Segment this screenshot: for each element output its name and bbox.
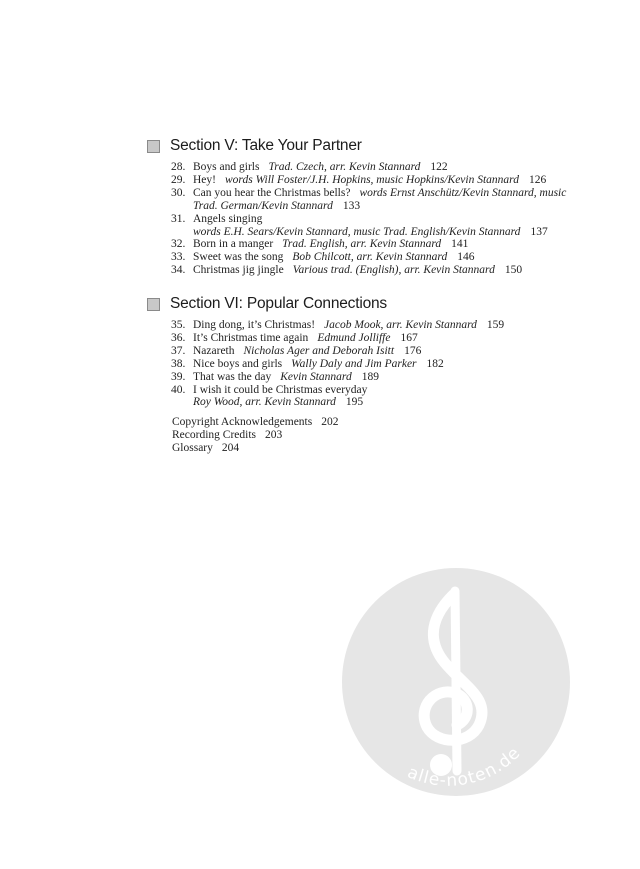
entry-credit: Bob Chilcott, arr. Kevin Stannard — [292, 251, 448, 264]
toc-entry[interactable] — [150, 358, 590, 371]
section-vi — [150, 295, 590, 409]
toc-entry[interactable] — [150, 251, 590, 264]
entry-credit: Kevin Stannard — [280, 370, 352, 383]
back-matter-page: 203 — [265, 428, 283, 441]
entry-number: 32. — [171, 238, 186, 251]
entry-page: 195 — [345, 396, 364, 409]
entry-credit: Edmund Jolliffe — [317, 331, 391, 344]
entry-page: 146 — [457, 251, 475, 264]
watermark-text-path: alle-noten.de — [404, 742, 525, 791]
entry-page: 141 — [451, 238, 469, 251]
back-matter-page: 204 — [221, 441, 240, 454]
entry-number: 35. — [171, 319, 186, 331]
back-matter-title: Recording Credits — [172, 428, 256, 441]
entry-credit: Various trad. (English), arr. Kevin Stannard — [292, 264, 495, 277]
section-square-icon — [147, 298, 160, 311]
entry-page: 133 — [342, 199, 361, 212]
toc-entry[interactable] — [150, 187, 590, 213]
entry-page: 150 — [504, 264, 523, 277]
entry-list — [150, 161, 590, 277]
toc-entry[interactable] — [150, 319, 590, 332]
entry-page: 126 — [528, 173, 547, 186]
entry-number: 30. — [171, 186, 186, 199]
section-title: Section VI: Popular Connections — [170, 295, 387, 312]
entry-title: Born in a manger — [193, 238, 274, 251]
entry-page: 159 — [486, 319, 505, 331]
entry-number: 37. — [171, 344, 186, 357]
entry-title: Angels singing — [193, 212, 263, 225]
entry-number: 36. — [171, 331, 186, 344]
toc-entry[interactable] — [150, 384, 590, 410]
back-matter-title: Glossary — [172, 441, 213, 454]
entry-title: It’s Christmas time again — [193, 331, 309, 344]
entry-credit: Nicholas Ager and Deborah Isitt — [243, 344, 395, 357]
toc-entry[interactable] — [150, 371, 590, 384]
toc-entry[interactable] — [150, 332, 590, 345]
entry-number: 40. — [171, 383, 186, 396]
entry-page: 167 — [400, 331, 418, 344]
entry-page: 137 — [530, 225, 548, 238]
entry-title: Nice boys and girls — [193, 357, 283, 370]
section-header — [147, 295, 590, 313]
toc-entry[interactable] — [150, 238, 590, 251]
entry-list — [150, 319, 590, 409]
entry-credit: words Ernst Anschütz/Kevin Stannard, music Trad. German/Kevin Stannard — [193, 186, 567, 212]
entry-credit: Roy Wood, arr. Kevin Stannard — [193, 396, 336, 409]
entry-credit: Trad. Czech, arr. Kevin Stannard — [268, 161, 421, 173]
entry-title: I wish it could be Christmas everyday — [193, 383, 368, 396]
entry-title: Hey! — [193, 173, 216, 186]
entry-number: 33. — [171, 251, 186, 264]
toc-entry[interactable] — [150, 345, 590, 358]
entry-title: Nazareth — [193, 344, 235, 357]
back-matter-item[interactable] — [172, 416, 338, 429]
section-header — [147, 137, 590, 155]
back-matter-page: 202 — [321, 416, 339, 428]
entry-number: 31. — [171, 212, 186, 225]
entry-title: Boys and girls — [193, 161, 260, 173]
entry-title: Ding dong, it’s Christmas! — [193, 319, 316, 331]
section-square-icon — [147, 140, 160, 153]
back-matter-title: Copyright Acknowledgements — [172, 416, 313, 428]
entry-credit: words E.H. Sears/Kevin Stannard, music Trad. English/Kevin Stannard — [193, 225, 521, 238]
section-title: Section V: Take Your Partner — [170, 137, 362, 154]
entry-credit: Jacob Mook, arr. Kevin Stannard — [324, 319, 477, 331]
entry-title: Sweet was the song — [193, 251, 284, 264]
entry-page: 182 — [426, 357, 444, 370]
back-matter-item[interactable] — [172, 442, 338, 455]
entry-number: 38. — [171, 357, 186, 370]
entry-credit: words Will Foster/J.H. Hopkins, music Hopkins/Kevin Stannard — [225, 173, 519, 186]
back-matter-item[interactable] — [172, 429, 338, 442]
entry-credit: Trad. English, arr. Kevin Stannard — [282, 238, 442, 251]
entry-number: 28. — [171, 161, 186, 173]
toc-entry[interactable] — [150, 264, 590, 277]
entry-title: Christmas jig jingle — [193, 264, 284, 277]
entry-title: That was the day — [193, 370, 272, 383]
watermark — [341, 567, 571, 797]
toc-entry[interactable] — [150, 174, 590, 187]
section-v — [150, 137, 590, 277]
toc-entry[interactable] — [150, 213, 590, 239]
entry-credit: Wally Daly and Jim Parker — [291, 357, 417, 370]
entry-number: 34. — [171, 264, 186, 277]
toc-entry[interactable] — [150, 161, 590, 174]
entry-number: 39. — [171, 370, 186, 383]
entry-number: 29. — [171, 173, 186, 186]
entry-page: 176 — [404, 344, 422, 357]
entry-title: Can you hear the Christmas bells? — [193, 186, 351, 199]
entry-page: 122 — [430, 161, 448, 173]
entry-page: 189 — [361, 370, 379, 383]
back-matter — [172, 416, 338, 455]
